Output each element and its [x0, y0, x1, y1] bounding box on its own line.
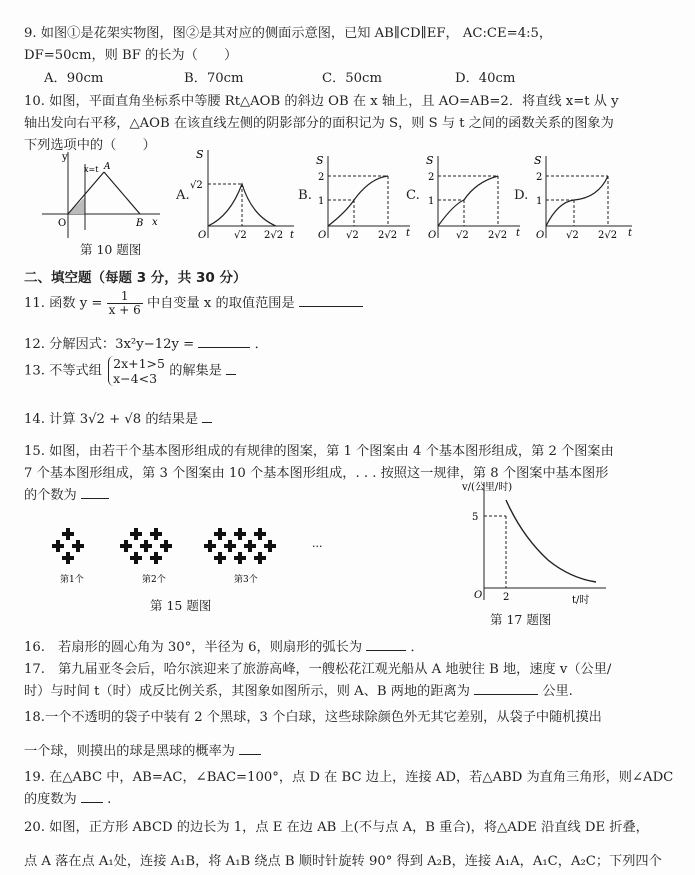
- q17-line2-text: 时）与时间 t（时）成反比例关系，其图象如图所示，则 A、B 两地的距离为: [24, 684, 470, 699]
- q20-line2: 点 A 落在点 A₁处，连接 A₁B，将 A₁B 绕点 B 顺时针旋转 90° 得到 A₂B，连接 A₁A，A₁C，A₂C；下列四个: [24, 854, 662, 869]
- q13-system: [108, 356, 165, 386]
- q15-pattern-3: [204, 528, 276, 564]
- q9-option-a: A．90cm: [44, 71, 104, 86]
- q17-line2-end: 公里.: [542, 684, 573, 699]
- q17-caption: 第 17 题图: [490, 612, 552, 627]
- q15-pattern-1: [52, 528, 84, 564]
- q11-numerator: 1: [107, 290, 143, 304]
- q10-option-d-graph: [528, 152, 638, 240]
- q16-text: 16. 若扇形的圆心角为 30°，半径为 6，则扇形的弧长为: [24, 640, 363, 655]
- q15-line3: [24, 484, 109, 503]
- q10-option-a-label: A.: [176, 188, 190, 203]
- q10-d-origin: O: [536, 230, 545, 240]
- q15-label-1: 第1个: [60, 575, 84, 585]
- q10-c-y-tick1: 1: [428, 196, 435, 207]
- q16-answer-blank[interactable]: [366, 638, 406, 651]
- q10-a-origin: O: [198, 230, 207, 240]
- q17-line2: [24, 680, 573, 699]
- q13-ineq2: x−4<3: [113, 371, 158, 386]
- q13-answer-blank[interactable]: [226, 362, 236, 375]
- q19-line2-text: 的度数为: [24, 792, 77, 807]
- q18-line2: [24, 740, 261, 759]
- section-2-heading: 二、填空题（每题 3 分，共 30 分）: [24, 270, 247, 286]
- q10-triangle-figure: [40, 150, 165, 240]
- q9-option-d: D．40cm: [455, 71, 516, 86]
- q15-pattern-figure: [50, 520, 340, 588]
- q17-answer-blank[interactable]: [474, 682, 538, 695]
- q15-label-2: 第2个: [142, 575, 166, 585]
- q10-a-x-tick1: √2: [234, 230, 247, 240]
- q10-c-origin: O: [428, 230, 437, 240]
- q10-d-s-label: S: [534, 154, 542, 167]
- q9-line2: DF=50cm，则 BF 的长为（ ）: [24, 48, 238, 63]
- q10-d-y-tick1: 1: [536, 196, 543, 207]
- q17-line1: 17. 第九届亚冬会后，哈尔滨迎来了旅游高峰，一艘松花江观光船从 A 地驶往 B 地，速度 v（公里/: [24, 662, 612, 677]
- q15-line2: 7 个基本图形组成，第 3 个图案由 10 个基本图形组成，. . . 按照这一规律，第 8 个图案中基本图形: [24, 466, 609, 481]
- q10-d-t-label: t: [628, 228, 633, 239]
- q10-line1: 10. 如图，平面直角坐标系中等腰 Rt△AOB 的斜边 OB 在 x 轴上，且 AO=AB=2．将直线 x=t 从 y: [24, 94, 619, 109]
- q15-ellipsis: ···: [312, 540, 323, 553]
- q10-d-x-tick2: 2√2: [598, 230, 618, 240]
- q15-caption: 第 15 题图: [150, 598, 212, 613]
- q19-line2: [24, 788, 111, 807]
- q13-pre: 13. 不等式组: [24, 363, 102, 379]
- q19-answer-blank[interactable]: [81, 790, 103, 803]
- q10-b-x-tick2: 2√2: [378, 230, 398, 240]
- q10-b-t-label: t: [406, 228, 411, 239]
- q11-denominator: x + 6: [108, 303, 141, 317]
- q16-end: ．: [410, 640, 424, 655]
- q10-a-s-label: S: [196, 148, 204, 161]
- q10-fig-o-label: O: [58, 218, 67, 229]
- q10-b-y-tick1: 1: [318, 196, 325, 207]
- q10-b-y-tick2: 2: [318, 172, 325, 183]
- q10-c-x-tick2: 2√2: [488, 230, 508, 240]
- q10-a-y-tick: √2: [190, 180, 203, 191]
- q10-fig-x-label: x: [152, 217, 158, 228]
- q9-line1: 9. 如图①是花架实物图，图②是其对应的侧面示意图，已知 AB∥CD∥EF， AC:CE=4:5，: [24, 26, 553, 41]
- q11-fraction: [107, 290, 143, 317]
- q10-caption: 第 10 题图: [80, 242, 142, 257]
- q10-c-t-label: t: [516, 228, 521, 239]
- q10-option-b-label: B.: [298, 188, 312, 203]
- q13-ineq1: 2x+1>5: [113, 356, 165, 371]
- q16: [24, 636, 424, 655]
- q10-c-y-tick2: 2: [428, 172, 435, 183]
- q17-origin: O: [474, 590, 483, 601]
- q10-fig-xt-label: x=t: [84, 165, 99, 174]
- q12: [24, 333, 268, 352]
- q10-fig-a-label: A: [104, 162, 111, 172]
- q18-line2-text: 一个球，则摸出的球是黑球的概率为: [24, 744, 235, 759]
- q10-fig-y-label: y: [62, 152, 68, 163]
- q14: [24, 408, 212, 427]
- q18-line1: 18.一个不透明的袋子中装有 2 个黑球，3 个白球，这些球除颜色外无其它差别，从袋子中随机摸出: [24, 710, 602, 725]
- q10-option-c-label: C.: [406, 188, 420, 203]
- q10-option-b-graph: [310, 152, 414, 240]
- q19-line1: 19. 在△ABC 中，AB=AC，∠BAC=100°，点 D 在 BC 边上，连接 AD，若△ABD 为直角三角形，则∠ADC: [24, 770, 674, 785]
- q12-text: 12. 分解因式：3x²y−12y =: [24, 337, 195, 352]
- q17-graph: [460, 478, 610, 606]
- q10-a-t-label: t: [290, 230, 295, 240]
- q11-pre: 11. 函数 y =: [24, 296, 103, 311]
- q9-option-b: B．70cm: [184, 71, 244, 86]
- q11: [24, 290, 363, 317]
- q17-x-tick: 2: [503, 592, 510, 603]
- q15-pattern-2: [120, 528, 172, 564]
- q15-line1: 15. 如图，由若干个基本图形组成的有规律的图案，第 1 个图案由 4 个基本图形组成，第 2 个图案由: [24, 444, 614, 459]
- q10-b-x-tick1: √2: [346, 230, 359, 240]
- q10-line3: 下列选项中的（ ）: [24, 138, 156, 153]
- q13: [24, 356, 236, 386]
- q10-fig-b-label: B: [136, 218, 144, 229]
- q12-answer-blank[interactable]: [198, 335, 250, 348]
- q10-a-x-tick2: 2√2: [264, 230, 284, 240]
- q11-answer-blank[interactable]: [299, 294, 363, 307]
- q15-line3-text: 的个数为: [24, 488, 77, 503]
- q17-xlabel: t/时: [572, 595, 590, 606]
- q10-b-s-label: S: [316, 154, 324, 167]
- q10-c-s-label: S: [426, 154, 434, 167]
- q10-line2: 轴出发向右平移，△AOB 在该直线左侧的阴影部分的面积记为 S，则 S 与 t 之间的函数关系的图象为: [24, 116, 614, 131]
- q20-line1: 20. 如图，正方形 ABCD 的边长为 1，点 E 在边 AB 上(不与点 A，B 重合)，将△ADE 沿直线 DE 折叠，: [24, 820, 649, 835]
- q9-option-c: C．50cm: [322, 71, 382, 86]
- q18-answer-blank[interactable]: [239, 742, 261, 755]
- q13-post: 的解集是: [169, 363, 222, 379]
- q14-answer-blank[interactable]: [202, 410, 212, 423]
- q14-text: 14. 计算 3√2 + √8 的结果是: [24, 412, 199, 427]
- q15-label-3: 第3个: [234, 575, 258, 585]
- q17-ylabel: v/(公里/时): [462, 482, 513, 493]
- q19-end: .: [107, 792, 112, 807]
- q11-post: 中自变量 x 的取值范围是: [146, 296, 295, 311]
- q10-d-y-tick2: 2: [536, 172, 543, 183]
- q10-d-x-tick1: √2: [566, 230, 579, 240]
- q15-answer-blank[interactable]: [81, 486, 109, 499]
- q10-option-c-graph: [420, 152, 524, 240]
- q12-end: ．: [254, 337, 268, 352]
- q10-b-origin: O: [318, 230, 327, 240]
- q10-option-d-label: D.: [514, 188, 529, 203]
- q10-option-a-graph: [190, 146, 300, 240]
- q10-c-x-tick1: √2: [456, 230, 469, 240]
- q17-y-tick: 5: [472, 512, 479, 523]
